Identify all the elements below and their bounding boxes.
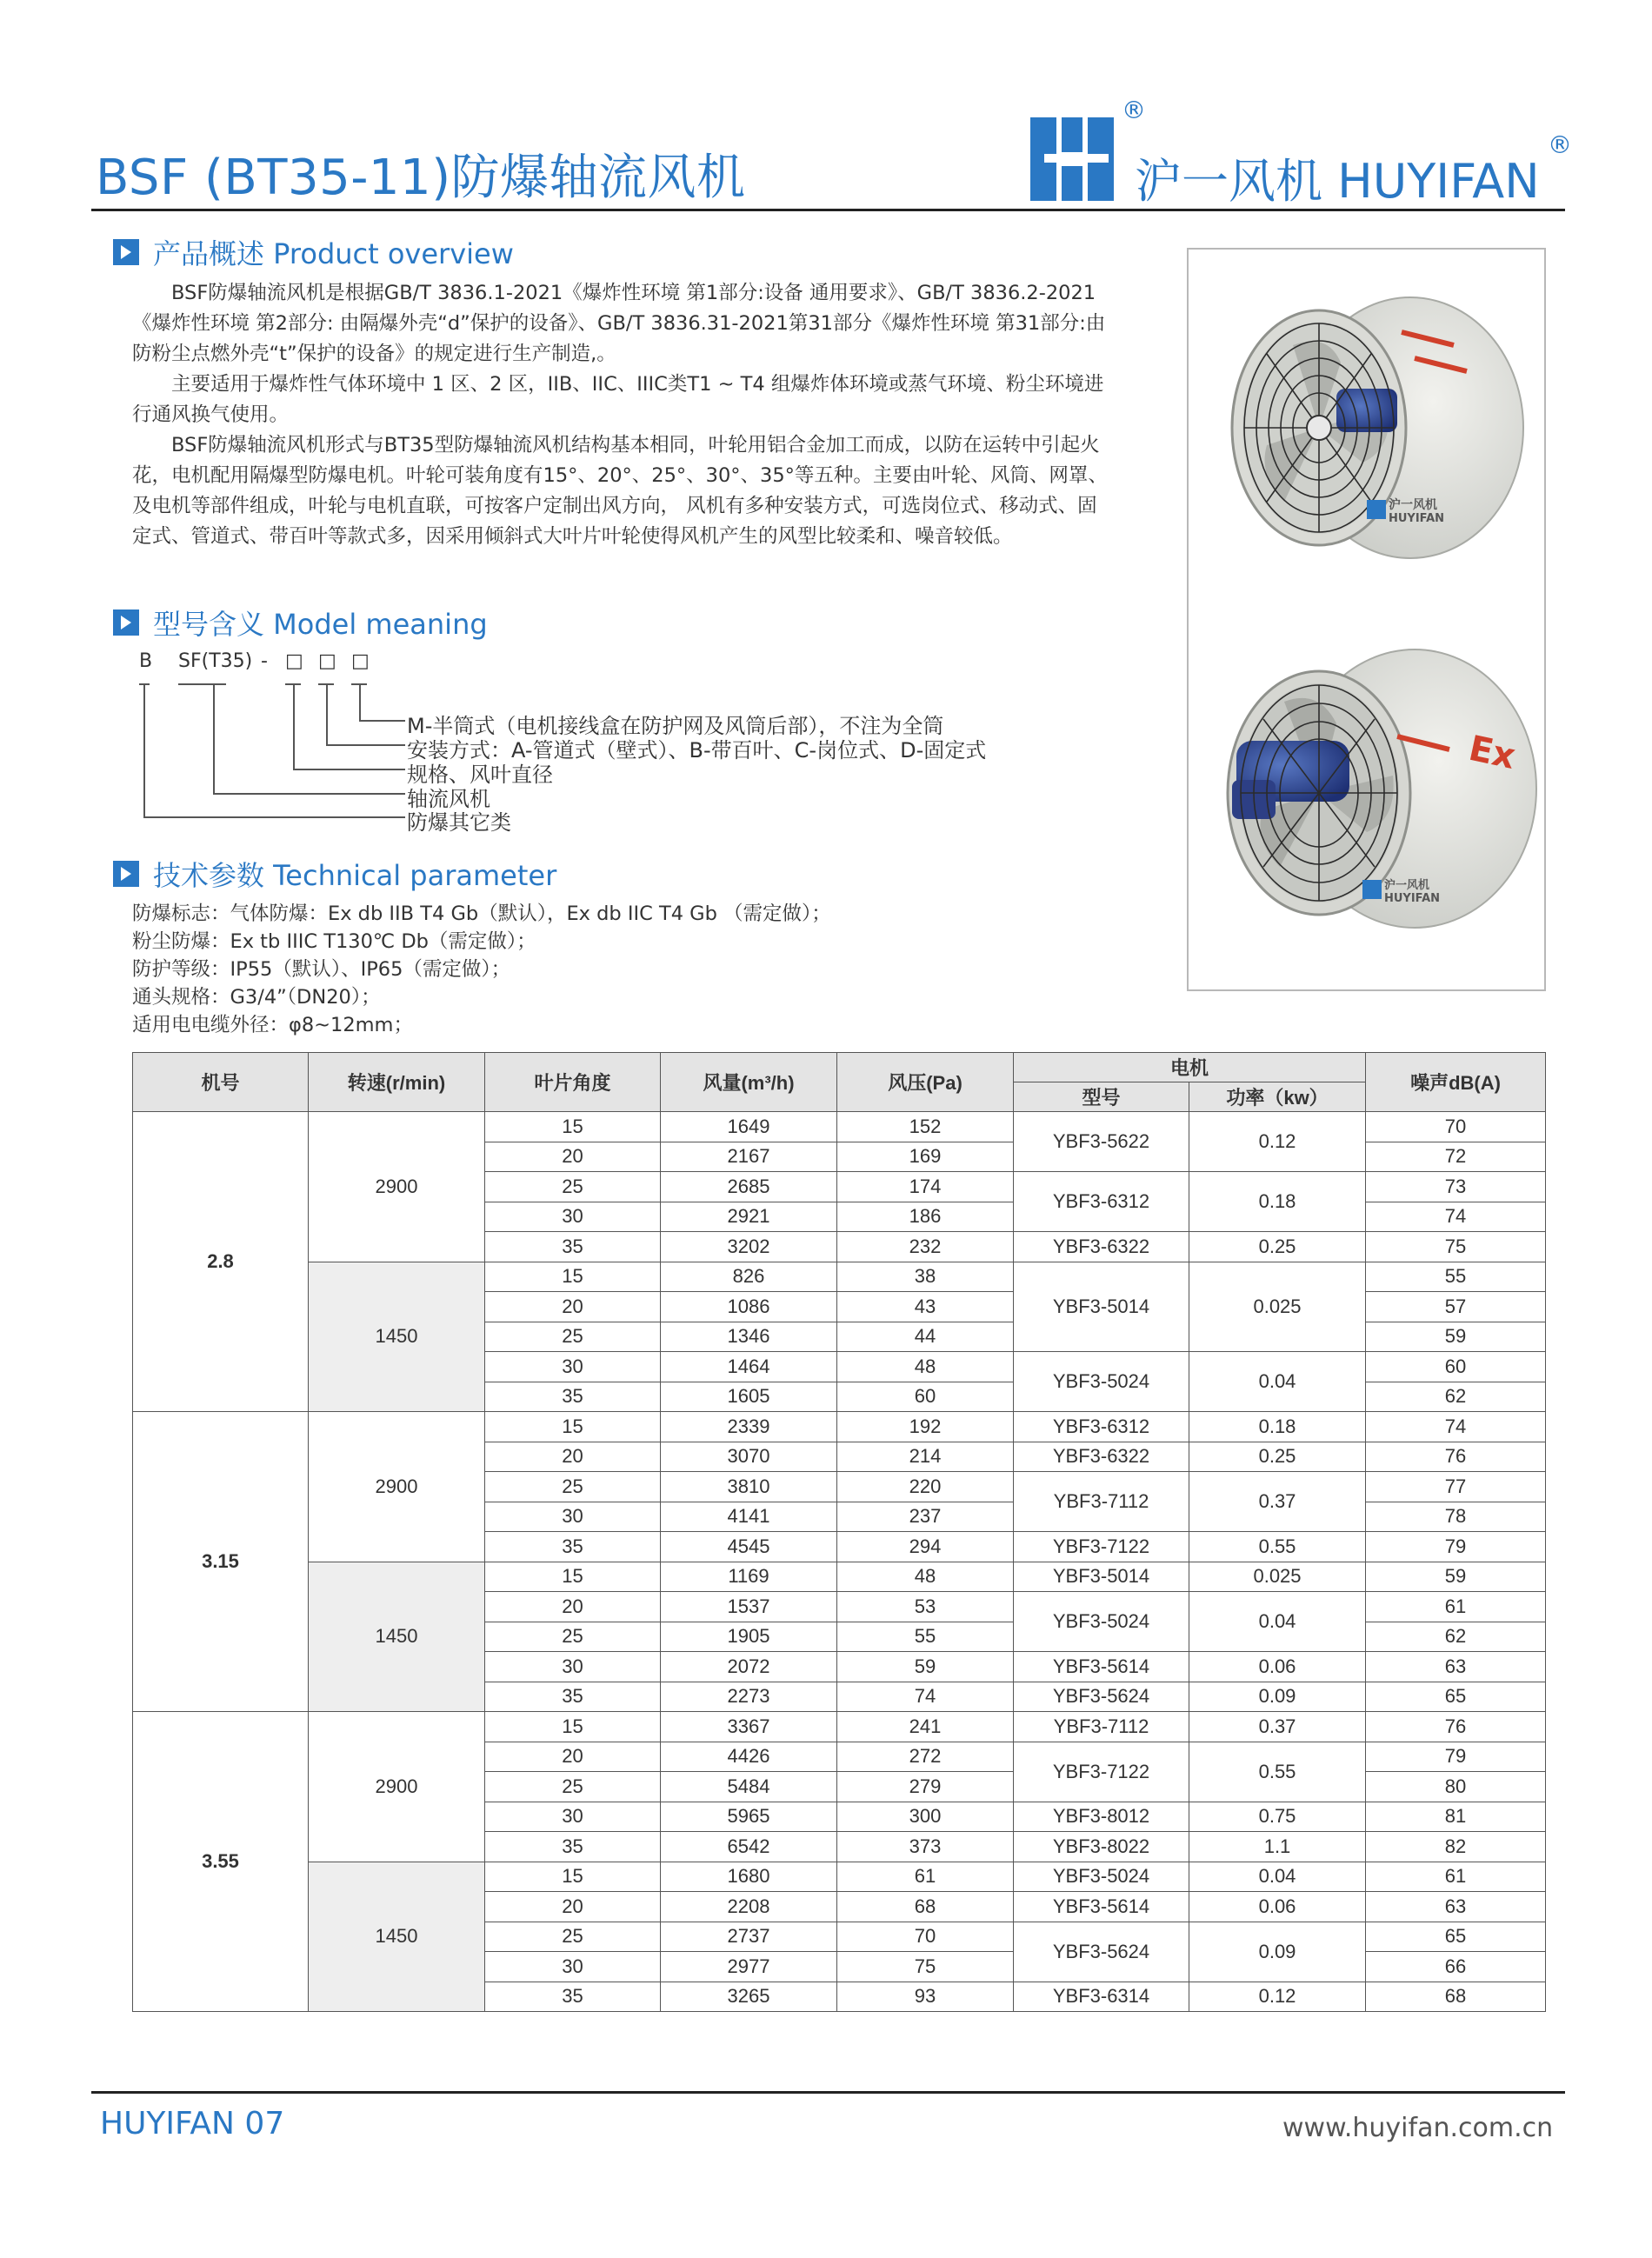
cell-motor-power: 0.09	[1189, 1682, 1366, 1712]
cell-angle: 25	[485, 1322, 661, 1352]
spec-table	[132, 1052, 1546, 2012]
photo-caption-cn-2: 沪一风机	[1384, 879, 1430, 892]
cell-noise: 74	[1366, 1412, 1546, 1442]
model-code-box-3: □	[351, 650, 370, 672]
col-header-speed: 转速(r/min)	[309, 1053, 485, 1112]
cell-motor-type: YBF3-6314	[1014, 1982, 1189, 2012]
cell-flow: 2977	[661, 1952, 837, 1982]
huyifan-logo-icon	[1030, 117, 1114, 201]
model-code-box-1: □	[285, 650, 303, 672]
cell-motor-type: YBF3-7112	[1014, 1472, 1189, 1532]
cell-motor-type: YBF3-5614	[1014, 1892, 1189, 1922]
footer-divider	[91, 2091, 1565, 2094]
chevron-right-icon	[113, 239, 139, 265]
cell-noise: 61	[1366, 1592, 1546, 1622]
cell-angle: 35	[485, 1682, 661, 1712]
cell-pressure: 60	[837, 1382, 1014, 1412]
brand-logo	[1030, 96, 1587, 209]
cell-speed: 2900	[309, 1712, 485, 1862]
cell-flow: 1464	[661, 1352, 837, 1382]
cell-speed: 1450	[309, 1262, 485, 1412]
cell-pressure: 272	[837, 1742, 1014, 1772]
cell-angle: 25	[485, 1772, 661, 1802]
cell-noise: 78	[1366, 1502, 1546, 1532]
cell-pressure: 220	[837, 1472, 1014, 1502]
cell-pressure: 93	[837, 1982, 1014, 2012]
cell-pressure: 44	[837, 1322, 1014, 1352]
cell-flow: 2072	[661, 1652, 837, 1682]
col-header-motor-power: 功率（kw）	[1189, 1082, 1366, 1112]
table-row	[133, 1412, 1546, 1442]
cell-noise: 63	[1366, 1652, 1546, 1682]
cell-angle: 20	[485, 1892, 661, 1922]
cell-flow: 3367	[661, 1712, 837, 1742]
cell-angle: 20	[485, 1142, 661, 1172]
page-title: BSF (BT35-11)防爆轴流风机	[96, 150, 746, 206]
cell-angle: 15	[485, 1412, 661, 1442]
col-header-flow: 风量(m³/h)	[661, 1053, 837, 1112]
cell-angle: 20	[485, 1592, 661, 1622]
photo-caption-en: HUYIFAN	[1389, 512, 1445, 525]
model-meaning-line: 轴流风机	[407, 787, 490, 811]
cell-flow: 3265	[661, 1982, 837, 2012]
cell-pressure: 192	[837, 1412, 1014, 1442]
cell-motor-power: 0.04	[1189, 1592, 1366, 1652]
cell-motor-power: 0.18	[1189, 1172, 1366, 1232]
cell-pressure: 373	[837, 1832, 1014, 1862]
cell-flow: 1346	[661, 1322, 837, 1352]
cell-pressure: 75	[837, 1952, 1014, 1982]
cell-motor-type: YBF3-8012	[1014, 1802, 1189, 1832]
cell-noise: 80	[1366, 1772, 1546, 1802]
cell-motor-type: YBF3-5624	[1014, 1682, 1189, 1712]
section-heading-technical	[113, 856, 556, 891]
cell-angle: 30	[485, 1802, 661, 1832]
cell-angle: 35	[485, 1532, 661, 1562]
cell-motor-type: YBF3-5014	[1014, 1262, 1189, 1352]
cell-pressure: 43	[837, 1292, 1014, 1322]
cell-pressure: 55	[837, 1622, 1014, 1652]
cell-noise: 79	[1366, 1532, 1546, 1562]
cell-pressure: 174	[837, 1172, 1014, 1202]
brand-name: 沪一风机 HUYIFAN	[1135, 154, 1540, 209]
cell-flow: 5484	[661, 1772, 837, 1802]
cell-flow: 826	[661, 1262, 837, 1292]
cell-pressure: 61	[837, 1862, 1014, 1892]
cell-noise: 62	[1366, 1622, 1546, 1652]
cell-noise: 79	[1366, 1742, 1546, 1772]
model-meaning-line: 安装方式：A-管道式（壁式）、B-带百叶、C-岗位式、D-固定式	[407, 738, 987, 763]
cell-pressure: 237	[837, 1502, 1014, 1532]
cell-pressure: 241	[837, 1712, 1014, 1742]
cell-model: 3.15	[133, 1412, 309, 1712]
cell-pressure: 53	[837, 1592, 1014, 1622]
cell-motor-type: YBF3-6312	[1014, 1172, 1189, 1232]
cell-noise: 65	[1366, 1682, 1546, 1712]
cell-motor-type: YBF3-5624	[1014, 1922, 1189, 1982]
section-heading-model	[113, 605, 488, 640]
model-code-dash: -	[261, 650, 268, 672]
cell-motor-type: YBF3-6322	[1014, 1442, 1189, 1472]
cell-flow: 2737	[661, 1922, 837, 1952]
cell-noise: 60	[1366, 1352, 1546, 1382]
cell-pressure: 59	[837, 1652, 1014, 1682]
cell-speed: 2900	[309, 1112, 485, 1262]
cell-noise: 75	[1366, 1232, 1546, 1262]
header-divider	[91, 209, 1565, 211]
param-line: 通头规格：G3/4”（DN20）；	[132, 986, 381, 1009]
cell-flow: 6542	[661, 1832, 837, 1862]
cell-angle: 25	[485, 1922, 661, 1952]
cell-angle: 35	[485, 1982, 661, 2012]
cell-flow: 1169	[661, 1562, 837, 1592]
cell-motor-power: 0.09	[1189, 1922, 1366, 1982]
cell-motor-type: YBF3-7122	[1014, 1742, 1189, 1802]
overview-text	[132, 278, 1110, 552]
cell-noise: 59	[1366, 1562, 1546, 1592]
ex-mark: Ex	[1465, 728, 1519, 777]
cell-angle: 15	[485, 1262, 661, 1292]
cell-angle: 15	[485, 1562, 661, 1592]
param-line: 防护等级：IP55（默认）、IP65（需定做）；	[132, 958, 511, 981]
cell-noise: 76	[1366, 1442, 1546, 1472]
cell-motor-power: 0.025	[1189, 1262, 1366, 1352]
cell-motor-power: 0.06	[1189, 1892, 1366, 1922]
model-meaning-line: 规格、风叶直径	[407, 763, 553, 787]
cell-motor-type: YBF3-5622	[1014, 1112, 1189, 1172]
cell-motor-power: 0.75	[1189, 1802, 1366, 1832]
cell-angle: 25	[485, 1472, 661, 1502]
cell-pressure: 70	[837, 1922, 1014, 1952]
cell-motor-power: 0.25	[1189, 1442, 1366, 1472]
cell-motor-power: 0.025	[1189, 1562, 1366, 1592]
cell-motor-power: 0.12	[1189, 1112, 1366, 1172]
cell-motor-type: YBF3-5614	[1014, 1652, 1189, 1682]
cell-motor-power: 0.04	[1189, 1352, 1366, 1412]
product-photo-panel	[1187, 248, 1546, 991]
cell-pressure: 152	[837, 1112, 1014, 1142]
cell-motor-type: YBF3-5024	[1014, 1592, 1189, 1652]
cell-noise: 55	[1366, 1262, 1546, 1292]
col-header-model: 机号	[133, 1053, 309, 1112]
param-line: 适用电电缆外径：φ8~12mm；	[132, 1014, 413, 1036]
cell-angle: 25	[485, 1622, 661, 1652]
cell-flow: 4141	[661, 1502, 837, 1532]
cell-flow: 1649	[661, 1112, 837, 1142]
cell-speed: 1450	[309, 1862, 485, 2012]
table-row	[133, 1262, 1546, 1292]
technical-parameters	[132, 900, 831, 1039]
model-code-sf: SF(T35)	[178, 650, 253, 672]
col-header-motor-type: 型号	[1014, 1082, 1189, 1112]
cell-angle: 35	[485, 1232, 661, 1262]
footer-page-label: HUYIFAN 07	[100, 2106, 285, 2141]
cell-noise: 65	[1366, 1922, 1546, 1952]
col-header-pressure: 风压(Pa)	[837, 1053, 1014, 1112]
cell-motor-type: YBF3-6312	[1014, 1412, 1189, 1442]
cell-flow: 1605	[661, 1382, 837, 1412]
param-line: 防爆标志：气体防爆：Ex db IIB T4 Gb（默认），Ex db IIC T4 Gb （需定做）；	[132, 903, 831, 925]
cell-pressure: 169	[837, 1142, 1014, 1172]
cell-motor-type: YBF3-7122	[1014, 1532, 1189, 1562]
cell-motor-power: 0.37	[1189, 1472, 1366, 1532]
cell-motor-type: YBF3-8022	[1014, 1832, 1189, 1862]
cell-noise: 73	[1366, 1172, 1546, 1202]
cell-noise: 61	[1366, 1862, 1546, 1892]
cell-pressure: 68	[837, 1892, 1014, 1922]
cell-motor-type: YBF3-6322	[1014, 1232, 1189, 1262]
cell-angle: 30	[485, 1202, 661, 1232]
cell-flow: 4545	[661, 1532, 837, 1562]
model-meaning-line: M-半筒式（电机接线盒在防护网及风筒后部），不注为全筒	[407, 714, 944, 738]
cell-pressure: 186	[837, 1202, 1014, 1232]
cell-noise: 57	[1366, 1292, 1546, 1322]
cell-noise: 72	[1366, 1142, 1546, 1172]
cell-pressure: 279	[837, 1772, 1014, 1802]
photo-caption-en-2: HUYIFAN	[1384, 892, 1441, 905]
fan-photo-top	[1232, 297, 1523, 558]
cell-motor-type: YBF3-5024	[1014, 1862, 1189, 1892]
cell-noise: 62	[1366, 1382, 1546, 1412]
section-title: 产品概述 Product overview	[153, 237, 514, 270]
cell-noise: 59	[1366, 1322, 1546, 1352]
cell-pressure: 74	[837, 1682, 1014, 1712]
overview-paragraph: BSF防爆轴流风机形式与BT35型防爆轴流风机结构基本相同，叶轮用铝合金加工而成，以防在运转中引起火花，电机配用隔爆型防爆电机。叶轮可装角度有15°、20°、25°、30°、35°等五种。主要由叶轮、风筒、网罩、及电机等部件组成，叶轮与电机直联，可按客户定制出风方向， 风机有多种安装方式，可选岗位式、移动式、固定式、管道式、带百叶等款式多，因采用倾斜式大叶片叶轮使得风机产生的风型比较柔和、噪音较低。	[132, 434, 1108, 548]
cell-pressure: 232	[837, 1232, 1014, 1262]
model-meaning-line: 防爆其它类	[407, 810, 511, 835]
cell-motor-power: 0.55	[1189, 1532, 1366, 1562]
cell-angle: 15	[485, 1862, 661, 1892]
cell-model: 2.8	[133, 1112, 309, 1412]
cell-flow: 3202	[661, 1232, 837, 1262]
table-row	[133, 1562, 1546, 1592]
cell-flow: 1086	[661, 1292, 837, 1322]
chevron-right-icon	[113, 609, 139, 636]
cell-angle: 30	[485, 1502, 661, 1532]
cell-motor-power: 0.37	[1189, 1712, 1366, 1742]
cell-angle: 30	[485, 1952, 661, 1982]
cell-flow: 3070	[661, 1442, 837, 1472]
model-code-box-2: □	[318, 650, 336, 672]
cell-motor-power: 0.18	[1189, 1412, 1366, 1442]
cell-speed: 2900	[309, 1412, 485, 1562]
table-row	[133, 1712, 1546, 1742]
overview-paragraph: 主要适用于爆炸性气体环境中 1 区、2 区，IIB、IIC、IIIC类T1 ~ T4 组爆炸体环境或蒸气环境、粉尘环境进行通风换气使用。	[132, 373, 1104, 426]
cell-motor-type: YBF3-5014	[1014, 1562, 1189, 1592]
footer-website-link[interactable]: www.huyifan.com.cn	[1282, 2113, 1554, 2143]
cell-angle: 35	[485, 1382, 661, 1412]
cell-flow: 2921	[661, 1202, 837, 1232]
cell-angle: 25	[485, 1172, 661, 1202]
cell-angle: 15	[485, 1112, 661, 1142]
cell-flow: 2273	[661, 1682, 837, 1712]
cell-motor-power: 0.12	[1189, 1982, 1366, 2012]
cell-flow: 2685	[661, 1172, 837, 1202]
cell-noise: 68	[1366, 1982, 1546, 2012]
section-title: 技术参数 Technical parameter	[153, 859, 557, 892]
cell-noise: 66	[1366, 1952, 1546, 1982]
cell-noise: 76	[1366, 1712, 1546, 1742]
spec-table-body	[133, 1112, 1546, 2012]
model-bracket-diagram	[130, 674, 409, 830]
cell-motor-type: YBF3-7112	[1014, 1712, 1189, 1742]
cell-flow: 1905	[661, 1622, 837, 1652]
cell-pressure: 294	[837, 1532, 1014, 1562]
cell-angle: 30	[485, 1352, 661, 1382]
chevron-right-icon	[113, 861, 139, 887]
cell-noise: 63	[1366, 1892, 1546, 1922]
section-title: 型号含义 Model meaning	[153, 608, 488, 641]
cell-angle: 20	[485, 1442, 661, 1472]
cell-noise: 81	[1366, 1802, 1546, 1832]
cell-model: 3.55	[133, 1712, 309, 2012]
cell-motor-power: 0.06	[1189, 1652, 1366, 1682]
table-row	[133, 1862, 1546, 1892]
fan-photo-bottom	[1228, 649, 1536, 928]
cell-flow: 4426	[661, 1742, 837, 1772]
cell-noise: 77	[1366, 1472, 1546, 1502]
cell-motor-power: 1.1	[1189, 1832, 1366, 1862]
cell-angle: 35	[485, 1832, 661, 1862]
cell-flow: 5965	[661, 1802, 837, 1832]
table-row	[133, 1112, 1546, 1142]
cell-angle: 30	[485, 1652, 661, 1682]
cell-flow: 1537	[661, 1592, 837, 1622]
cell-flow: 2339	[661, 1412, 837, 1442]
section-heading-overview	[113, 235, 514, 270]
cell-motor-power: 0.04	[1189, 1862, 1366, 1892]
cell-motor-power: 0.55	[1189, 1742, 1366, 1802]
model-code-b: B	[139, 650, 153, 672]
fan-photos	[1189, 250, 1544, 989]
cell-flow: 3810	[661, 1472, 837, 1502]
cell-noise: 82	[1366, 1832, 1546, 1862]
cell-motor-type: YBF3-5024	[1014, 1352, 1189, 1412]
cell-speed: 1450	[309, 1562, 485, 1712]
cell-pressure: 300	[837, 1802, 1014, 1832]
param-line: 粉尘防爆：Ex tb IIIC T130℃ Db（需定做）；	[132, 930, 536, 953]
cell-angle: 20	[485, 1742, 661, 1772]
cell-flow: 1680	[661, 1862, 837, 1892]
cell-flow: 2208	[661, 1892, 837, 1922]
registered-mark-2: ®	[1548, 130, 1572, 159]
cell-flow: 2167	[661, 1142, 837, 1172]
cell-angle: 20	[485, 1292, 661, 1322]
cell-noise: 74	[1366, 1202, 1546, 1232]
col-header-motor: 电机	[1014, 1053, 1366, 1082]
cell-pressure: 48	[837, 1562, 1014, 1592]
overview-paragraph: BSF防爆轴流风机是根据GB/T 3836.1-2021《爆炸性环境 第1部分:设备 通用要求》、GB/T 3836.2-2021《爆炸性环境 第2部分: 由隔爆外壳“d”保护的设备》、GB/T 3836.31-2021第31部分《爆炸性环境 第31部分:由防粉尘点燃外壳“t”保护的设备》的规定进行生产制造,。	[132, 282, 1106, 365]
cell-angle: 15	[485, 1712, 661, 1742]
cell-noise: 70	[1366, 1112, 1546, 1142]
registered-mark: ®	[1122, 96, 1146, 124]
photo-caption-cn: 沪一风机	[1389, 498, 1437, 512]
cell-motor-power: 0.25	[1189, 1232, 1366, 1262]
cell-pressure: 214	[837, 1442, 1014, 1472]
cell-pressure: 38	[837, 1262, 1014, 1292]
col-header-angle: 叶片角度	[485, 1053, 661, 1112]
cell-pressure: 48	[837, 1352, 1014, 1382]
col-header-noise: 噪声dB(A)	[1366, 1053, 1546, 1112]
